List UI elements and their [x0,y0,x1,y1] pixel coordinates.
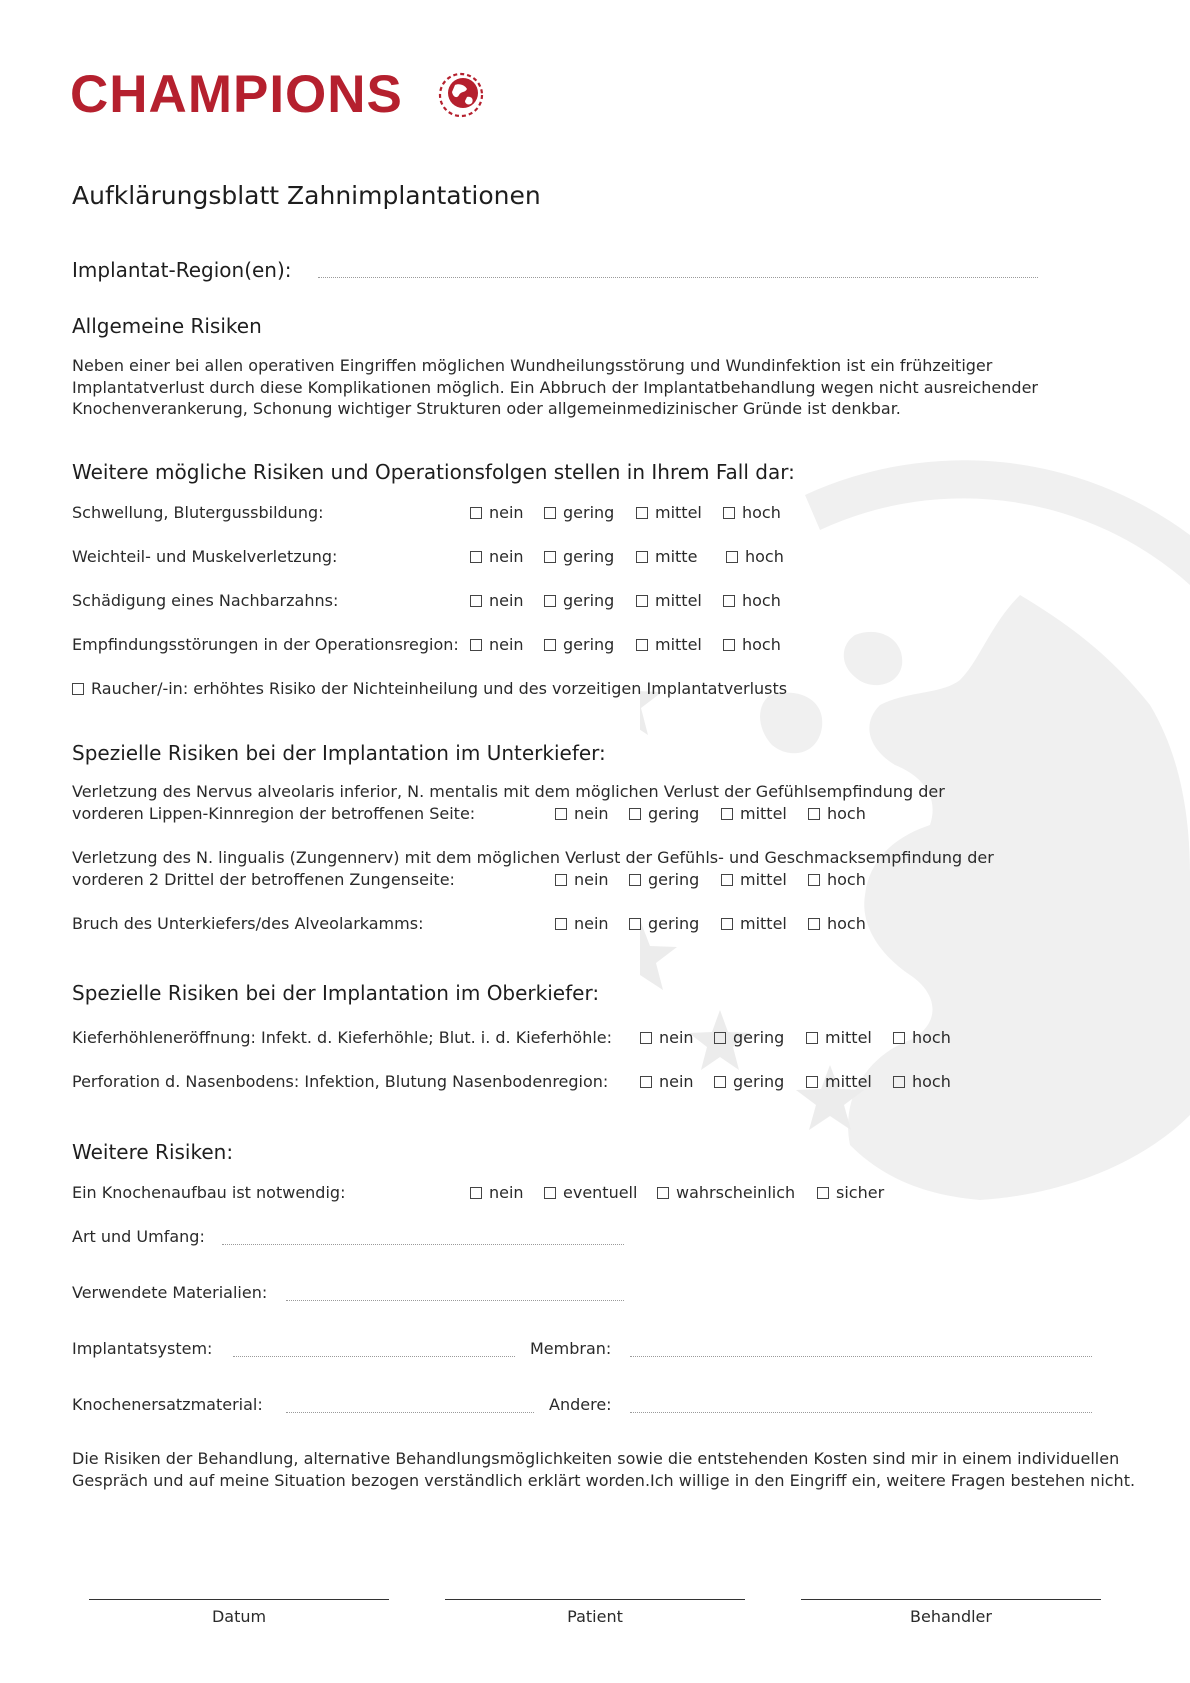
other-label: Andere: [549,1395,612,1414]
patient-label: Patient [567,1607,623,1626]
checkbox-mittel[interactable]: mittel [636,502,702,523]
checkbox-wahrscheinlich[interactable]: wahrscheinlich [657,1182,795,1203]
checkbox-nein[interactable]: nein [470,590,524,611]
checkbox-mittel[interactable]: mittel [636,634,702,655]
checkbox-hoch[interactable]: hoch [808,869,866,890]
risk-label: vorderen Lippen-Kinnregion der betroffenen Seite: [72,804,476,823]
checkbox-nein[interactable]: nein [555,913,609,934]
materials-label: Verwendete Materialien: [72,1283,268,1302]
region-label: Implantat-Region(en): [72,258,292,282]
globe-watermark [640,455,1190,1215]
checkbox-hoch[interactable]: hoch [723,502,781,523]
bone-substitute-label: Knochenersatzmaterial: [72,1395,263,1414]
risk-label: Kieferhöhleneröffnung: Infekt. d. Kieferhöhle; Blut. i. d. Kieferhöhle: [72,1028,613,1047]
champions-logo: CHAMPIONS [70,65,403,124]
checkbox-nein[interactable]: nein [470,1182,524,1203]
consent-text [72,1448,1135,1491]
date-label: Datum [211,1607,267,1626]
risk-label: Verletzung des N. lingualis (Zungennerv) mit dem möglichen Verlust der Gefühls- und Geschmacksempfindung der [72,848,994,867]
checkbox-nein[interactable]: nein [470,546,524,567]
checkbox-nein[interactable]: nein [640,1027,694,1048]
checkbox-mittel[interactable]: mittel [636,590,702,611]
checkbox-gering[interactable]: gering [629,913,699,934]
general-risks-heading: Allgemeine Risiken [72,314,262,338]
checkbox-mittel[interactable]: mittel [721,803,787,824]
checkbox-gering[interactable]: gering [714,1071,784,1092]
risk-label: Weichteil- und Muskelverletzung: [72,547,338,566]
checkbox-gering[interactable]: gering [544,590,614,611]
risk-label: Schwellung, Blutergussbildung: [72,503,324,522]
checkbox-nein[interactable]: nein [555,803,609,824]
checkbox-nein[interactable]: nein [555,869,609,890]
art-umfang-label: Art und Umfang: [72,1227,205,1246]
date-signature-line[interactable] [89,1599,389,1600]
checkbox-nein[interactable]: nein [640,1071,694,1092]
lower-jaw-heading: Spezielle Risiken bei der Implantation im Unterkiefer: [72,741,606,765]
practitioner-signature-line[interactable] [801,1599,1101,1600]
general-risks-text [72,355,1038,420]
checkbox-gering[interactable]: gering [714,1027,784,1048]
implant-system-input-line[interactable] [233,1356,515,1357]
patient-signature-line[interactable] [445,1599,745,1600]
checkbox-hoch[interactable]: hoch [893,1027,951,1048]
materials-input-line[interactable] [286,1300,624,1301]
checkbox-gering[interactable]: gering [544,634,614,655]
other-risks-heading: Weitere Risiken: [72,1140,234,1164]
checkbox-sicher[interactable]: sicher [817,1182,884,1203]
checkbox-hoch[interactable]: hoch [723,590,781,611]
consent-line: Gespräch und auf meine Situation bezogen verständlich erklärt worden.Ich willige in den Eingriff ein, weitere Fragen bestehen nicht. [72,1470,1136,1490]
risk-label: vorderen 2 Drittel der betroffenen Zungenseite: [72,870,455,889]
globe-logo-icon [437,71,485,119]
risk-label: Schädigung eines Nachbarzahns: [72,591,339,610]
checkbox-hoch[interactable]: hoch [808,913,866,934]
consent-line: Die Risiken der Behandlung, alternative Behandlungsmöglichkeiten sowie die entstehenden Kosten sind mir in einem individuellen [72,1449,1120,1468]
art-umfang-input-line[interactable] [222,1244,624,1245]
checkbox-hoch[interactable]: hoch [726,546,784,567]
checkbox-gering[interactable]: gering [544,546,614,567]
checkbox-gering[interactable]: gering [629,803,699,824]
page-title: Aufklärungsblatt Zahnimplantationen [72,181,541,210]
risk-label: Empfindungsstörungen in der Operationsregion: [72,635,459,654]
smoker-checkbox[interactable]: Raucher/-in: erhöhtes Risiko der Nichteinheilung und des vorzeitigen Implantatverlusts [72,678,787,699]
general-line: Neben einer bei allen operativen Eingriffen möglichen Wundheilungsstörung und Wundinfektion ist ein frühzeitiger [72,356,993,375]
checkbox-eventuell[interactable]: eventuell [544,1182,637,1203]
further-risks-heading: Weitere mögliche Risiken und Operationsfolgen stellen in Ihrem Fall dar: [72,460,795,484]
checkbox-mittel[interactable]: mittel [721,913,787,934]
general-line: Knochenverankerung, Schonung wichtiger Strukturen oder allgemeinmedizinischer Gründe ist denkbar. [72,399,901,418]
upper-jaw-heading: Spezielle Risiken bei der Implantation im Oberkiefer: [72,981,600,1005]
practitioner-label: Behandler [910,1607,992,1626]
checkbox-gering[interactable]: gering [544,502,614,523]
bone-graft-label: Ein Knochenaufbau ist notwendig: [72,1183,346,1202]
checkbox-mittel[interactable]: mitte [636,546,697,567]
checkbox-mittel[interactable]: mittel [806,1027,872,1048]
membrane-input-line[interactable] [630,1356,1092,1357]
checkbox-hoch[interactable]: hoch [808,803,866,824]
risk-label: Bruch des Unterkiefers/des Alveolarkamms: [72,914,424,933]
membrane-label: Membran: [530,1339,612,1358]
region-input-line[interactable] [318,277,1038,278]
other-input-line[interactable] [630,1412,1092,1413]
risk-label: Perforation d. Nasenbodens: Infektion, Blutung Nasenbodenregion: [72,1072,609,1091]
bone-substitute-input-line[interactable] [286,1412,534,1413]
checkbox-nein[interactable]: nein [470,634,524,655]
checkbox-mittel[interactable]: mittel [806,1071,872,1092]
checkbox-hoch[interactable]: hoch [723,634,781,655]
checkbox-nein[interactable]: nein [470,502,524,523]
implant-system-label: Implantatsystem: [72,1339,213,1358]
checkbox-gering[interactable]: gering [629,869,699,890]
risk-label: Verletzung des Nervus alveolaris inferior, N. mentalis mit dem möglichen Verlust der Gefühlsempfindung der [72,782,945,801]
checkbox-mittel[interactable]: mittel [721,869,787,890]
general-line: Implantatverlust durch diese Komplikationen möglich. Ein Abbruch der Implantatbehandlung wegen nicht ausreichender [72,377,1038,397]
checkbox-hoch[interactable]: hoch [893,1071,951,1092]
